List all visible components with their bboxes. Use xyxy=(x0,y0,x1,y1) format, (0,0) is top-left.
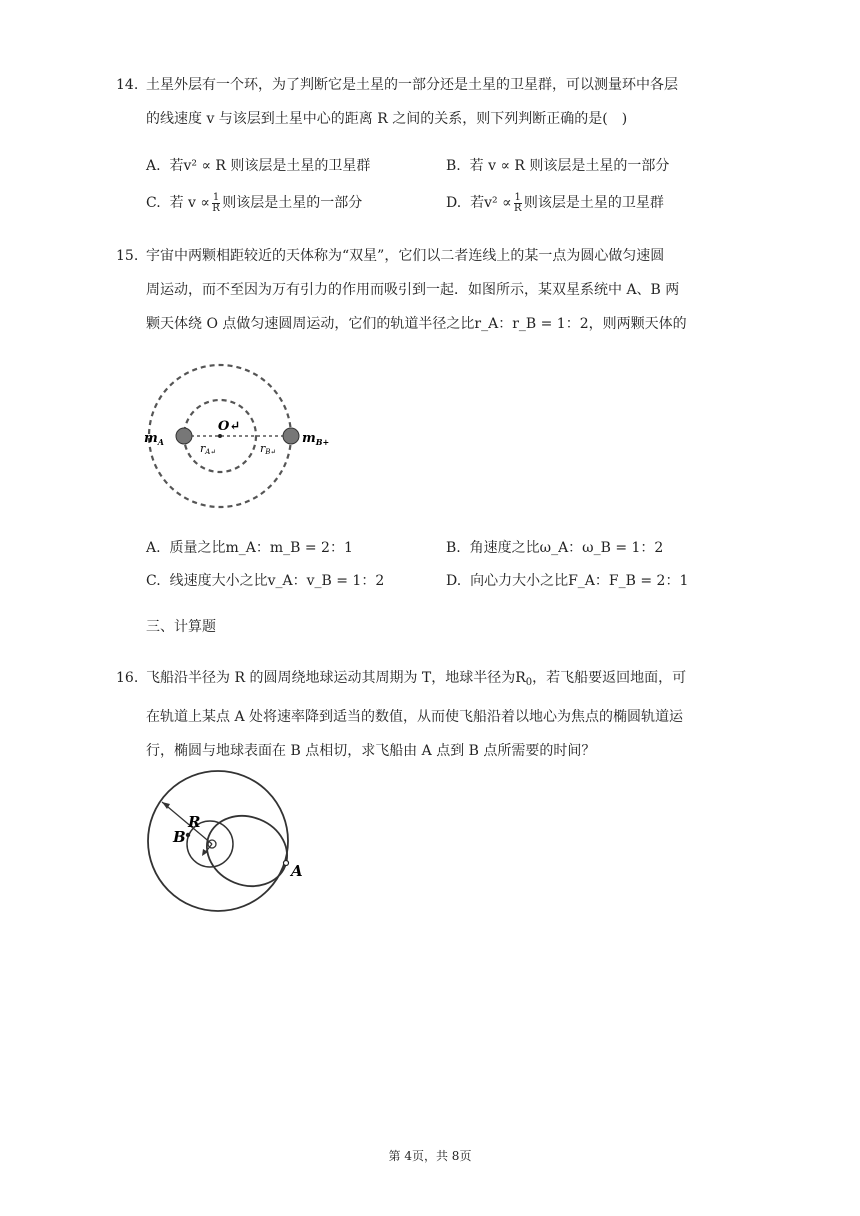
question-16 xyxy=(116,661,736,768)
option-c: C. 若 v ∝ $\frac{1}{R}$ 则该层是土星的一部分 xyxy=(146,191,363,214)
option-b: B. 若 v ∝ R 则该层是土星的一部分 xyxy=(446,158,670,174)
label-rb: rB↵ xyxy=(260,442,277,456)
option-c: C. 线速度大小之比v_A：v_B = 1：2 xyxy=(146,573,385,589)
label-mb: $m_{B+}$ xyxy=(302,431,330,447)
spaceship-orbit-figure xyxy=(140,772,310,912)
question-line: 行，椭圆与地球表面在 B 点相切，求飞船由 A 点到 B 点所需要的时间？ xyxy=(146,743,596,759)
point-a xyxy=(284,861,289,866)
star-b xyxy=(283,428,299,444)
question-number: 14. xyxy=(116,77,139,93)
label-ma: $m_A$ xyxy=(144,431,164,447)
option-a: A. 若v² ∝ R 则该层是土星的卫星群 xyxy=(146,158,371,174)
question-line: 宇宙中两颗相距较近的天体称为“双星”，它们以二者连线上的某一点为圆心做匀速圆 xyxy=(146,248,665,264)
question-15 xyxy=(116,239,736,341)
star-a xyxy=(176,428,192,444)
point-b xyxy=(186,833,190,837)
elliptical-orbit xyxy=(196,804,298,898)
fraction: $\frac{1}{R}$ xyxy=(513,191,522,214)
radius-line xyxy=(162,802,212,844)
label-ra: rA↵ xyxy=(200,442,217,456)
option-d: D. 向心力大小之比F_A：F_B = 2：1 xyxy=(446,573,689,589)
label-r: R xyxy=(188,813,201,831)
option-b: B. 角速度之比ω_A：ω_B = 1：2 xyxy=(446,540,664,556)
section-heading: 三、计算题 xyxy=(146,619,216,635)
page-footer: 第 4页，共 8页 xyxy=(388,1149,472,1163)
option-d: D. 若v² ∝ $\frac{1}{R}$ 则该层是土星的卫星群 xyxy=(446,191,664,214)
question-line: 的线速度 v 与该层到土星中心的距离 R 之间的关系，则下列判断正确的是( ) xyxy=(146,111,628,127)
option-a: A. 质量之比m_A：m_B = 2：1 xyxy=(146,540,353,556)
question-line: 飞船沿半径为 R 的圆周绕地球运动其周期为 T，地球半径为$R_0$，若飞船要返回地面，可 xyxy=(146,670,687,688)
question-line: 土星外层有一个环，为了判断它是土星的一部分还是土星的卫星群，可以测量环中各层 xyxy=(146,77,678,93)
center-point xyxy=(218,434,222,438)
question-text xyxy=(146,239,736,341)
question-number: 16. xyxy=(116,670,139,686)
question-14 xyxy=(116,68,736,136)
question-line: 颗天体绕 O 点做匀速圆周运动，它们的轨道半径之比r_A：r_B = 1：2，则两颗天体的 xyxy=(146,316,687,332)
label-b: B xyxy=(173,828,186,846)
question-text xyxy=(146,68,736,136)
question-text xyxy=(146,661,736,768)
circular-orbit xyxy=(148,771,288,911)
binary-star-figure xyxy=(140,360,330,520)
question-line: 周运动，而不至因为万有引力的作用而吸引到一起．如图所示，某双星系统中 A、B 两 xyxy=(146,282,680,298)
fraction: $\frac{1}{R}$ xyxy=(212,191,220,214)
question-line: 在轨道上某点 A 处将速率降到适当的数值，从而使飞船沿着以地心为焦点的椭圆轨道运 xyxy=(146,709,684,725)
label-a: A xyxy=(291,862,303,880)
label-o: O↵ xyxy=(218,419,241,434)
question-number: 15. xyxy=(116,248,139,264)
